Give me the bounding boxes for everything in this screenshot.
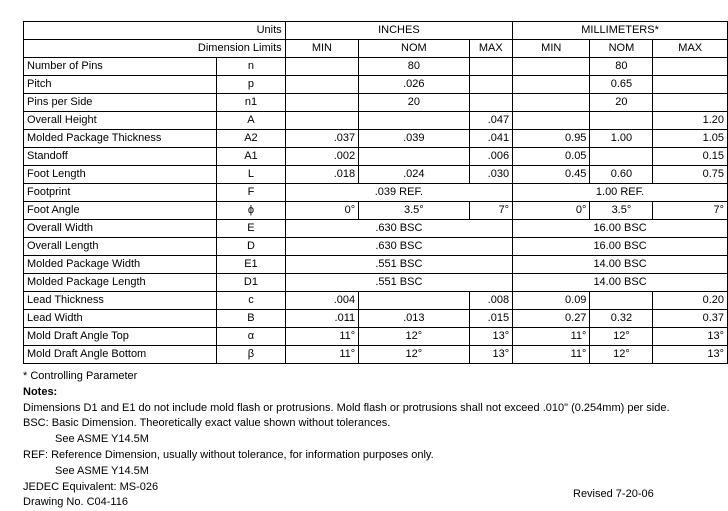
inches-nom: .026 bbox=[359, 76, 469, 94]
mm-max bbox=[653, 94, 728, 112]
header-row-units bbox=[24, 22, 728, 40]
dimension-symbol: ϕ bbox=[217, 202, 285, 220]
mm-value: 1.00 REF. bbox=[513, 184, 728, 202]
mold-flash-note: Dimensions D1 and E1 do not include mold flash or protrusions. Mold flash or protrusions shall not exceed .010" (0.254mm) per side. bbox=[23, 401, 670, 414]
mm-min bbox=[513, 76, 590, 94]
dimension-table bbox=[23, 21, 728, 364]
mm-min bbox=[513, 58, 590, 76]
table-row bbox=[24, 202, 728, 220]
inches-value: .039 REF. bbox=[285, 184, 512, 202]
dimension-symbol: c bbox=[217, 292, 285, 310]
inches-min-header: MIN bbox=[285, 40, 358, 58]
bsc-note: BSC: Basic Dimension. Theoretically exact value shown without tolerances. bbox=[23, 417, 391, 430]
dimension-name: Footprint bbox=[24, 184, 217, 202]
table-row bbox=[24, 346, 728, 364]
jedec-equivalent: JEDEC Equivalent: MS-026 bbox=[23, 480, 159, 493]
inches-min: 11° bbox=[285, 328, 358, 346]
mm-min: 11° bbox=[513, 346, 590, 364]
mm-max-header: MAX bbox=[653, 40, 728, 58]
inches-value: .551 BSC bbox=[285, 256, 512, 274]
inches-nom: .024 bbox=[359, 166, 469, 184]
inches-nom bbox=[359, 148, 469, 166]
header-row-limits bbox=[24, 40, 728, 58]
dimension-name: Overall Length bbox=[24, 238, 217, 256]
mm-nom: 1.00 bbox=[590, 130, 653, 148]
mm-max: 7° bbox=[653, 202, 728, 220]
table-row bbox=[24, 310, 728, 328]
mm-max: 1.05 bbox=[653, 130, 728, 148]
dimension-limits-label: Dimension Limits bbox=[24, 40, 286, 58]
inches-min bbox=[285, 58, 358, 76]
drawing-number: Drawing No. C04-116 bbox=[23, 496, 128, 509]
dimension-symbol: A1 bbox=[217, 148, 285, 166]
controlling-parameter-note: * Controlling Parameter bbox=[23, 370, 138, 382]
mm-nom: 0.32 bbox=[590, 310, 653, 328]
inches-nom bbox=[359, 112, 469, 130]
dimension-symbol: E bbox=[217, 220, 285, 238]
dimension-name: Mold Draft Angle Bottom bbox=[24, 346, 217, 364]
mm-max bbox=[653, 76, 728, 94]
dimension-name: Overall Height bbox=[24, 112, 217, 130]
inches-min: 11° bbox=[285, 346, 358, 364]
dimension-symbol: α bbox=[217, 328, 285, 346]
inches-nom bbox=[359, 292, 469, 310]
inches-max: .015 bbox=[469, 310, 513, 328]
mm-nom bbox=[590, 112, 653, 130]
dimension-name: Overall Width bbox=[24, 220, 217, 238]
units-label: Units bbox=[24, 22, 286, 40]
dimension-symbol: D bbox=[217, 238, 285, 256]
mm-max: 13° bbox=[653, 328, 728, 346]
table-row bbox=[24, 220, 728, 238]
mm-min: 0.27 bbox=[513, 310, 590, 328]
dimension-symbol: D1 bbox=[217, 274, 285, 292]
dimension-symbol: β bbox=[217, 346, 285, 364]
dimension-name: Foot Angle bbox=[24, 202, 217, 220]
mm-min-header: MIN bbox=[513, 40, 590, 58]
mm-min: 0.05 bbox=[513, 148, 590, 166]
dimension-name: Molded Package Width bbox=[24, 256, 217, 274]
dimension-name: Pitch bbox=[24, 76, 217, 94]
inches-max: 13° bbox=[469, 328, 513, 346]
dimension-symbol: F bbox=[217, 184, 285, 202]
mm-min bbox=[513, 112, 590, 130]
inches-value: .630 BSC bbox=[285, 238, 512, 256]
dimension-name: Foot Length bbox=[24, 166, 217, 184]
mm-nom: 80 bbox=[590, 58, 653, 76]
inches-max: 13° bbox=[469, 346, 513, 364]
table-row bbox=[24, 112, 728, 130]
mm-max: 0.15 bbox=[653, 148, 728, 166]
mm-nom: 12° bbox=[590, 346, 653, 364]
table-row bbox=[24, 58, 728, 76]
inches-max: .047 bbox=[469, 112, 513, 130]
mm-min bbox=[513, 94, 590, 112]
dimension-symbol: p bbox=[217, 76, 285, 94]
inches-min: .037 bbox=[285, 130, 358, 148]
inches-nom: .039 bbox=[359, 130, 469, 148]
inches-max: 7° bbox=[469, 202, 513, 220]
inches-nom: 12° bbox=[359, 328, 469, 346]
mm-max: 0.75 bbox=[653, 166, 728, 184]
table-row bbox=[24, 76, 728, 94]
table-row bbox=[24, 166, 728, 184]
table-row bbox=[24, 94, 728, 112]
mm-max bbox=[653, 58, 728, 76]
dimension-symbol: n bbox=[217, 58, 285, 76]
inches-max: .008 bbox=[469, 292, 513, 310]
inches-nom: 12° bbox=[359, 346, 469, 364]
inches-min bbox=[285, 94, 358, 112]
inches-header: INCHES bbox=[285, 22, 512, 40]
mm-max: 0.20 bbox=[653, 292, 728, 310]
dimension-symbol: E1 bbox=[217, 256, 285, 274]
inches-max bbox=[469, 94, 513, 112]
revision-date: Revised 7-20-06 bbox=[573, 488, 654, 500]
table-row bbox=[24, 328, 728, 346]
inches-max: .041 bbox=[469, 130, 513, 148]
inches-max: .006 bbox=[469, 148, 513, 166]
inches-max: .030 bbox=[469, 166, 513, 184]
inches-value: .630 BSC bbox=[285, 220, 512, 238]
mm-nom: 0.65 bbox=[590, 76, 653, 94]
dimension-symbol: A bbox=[217, 112, 285, 130]
dimension-symbol: n1 bbox=[217, 94, 285, 112]
mm-max: 13° bbox=[653, 346, 728, 364]
mm-min: 0.95 bbox=[513, 130, 590, 148]
mm-max: 1.20 bbox=[653, 112, 728, 130]
mm-nom: 0.60 bbox=[590, 166, 653, 184]
inches-min bbox=[285, 112, 358, 130]
inches-min bbox=[285, 76, 358, 94]
inches-min: .011 bbox=[285, 310, 358, 328]
mm-max: 0.37 bbox=[653, 310, 728, 328]
inches-min: .004 bbox=[285, 292, 358, 310]
bsc-reference: See ASME Y14.5M bbox=[55, 433, 149, 446]
mm-nom: 3.5° bbox=[590, 202, 653, 220]
dimension-name: Pins per Side bbox=[24, 94, 217, 112]
mm-min: 11° bbox=[513, 328, 590, 346]
table-row bbox=[24, 130, 728, 148]
mm-nom: 12° bbox=[590, 328, 653, 346]
dimension-name: Lead Thickness bbox=[24, 292, 217, 310]
inches-max-header: MAX bbox=[469, 40, 513, 58]
inches-nom: 20 bbox=[359, 94, 469, 112]
dimension-name: Molded Package Length bbox=[24, 274, 217, 292]
mm-min: 0° bbox=[513, 202, 590, 220]
inches-min: .002 bbox=[285, 148, 358, 166]
dimension-symbol: B bbox=[217, 310, 285, 328]
table-row bbox=[24, 238, 728, 256]
inches-min: .018 bbox=[285, 166, 358, 184]
mm-value: 16.00 BSC bbox=[513, 220, 728, 238]
inches-min: 0° bbox=[285, 202, 358, 220]
mm-min: 0.45 bbox=[513, 166, 590, 184]
notes-title: Notes: bbox=[23, 385, 58, 398]
dimension-symbol: A2 bbox=[217, 130, 285, 148]
dimension-name: Standoff bbox=[24, 148, 217, 166]
inches-nom-header: NOM bbox=[359, 40, 469, 58]
mm-min: 0.09 bbox=[513, 292, 590, 310]
dimension-symbol: L bbox=[217, 166, 285, 184]
inches-max bbox=[469, 76, 513, 94]
mm-value: 14.00 BSC bbox=[513, 256, 728, 274]
table-row bbox=[24, 184, 728, 202]
ref-reference: See ASME Y14.5M bbox=[55, 464, 149, 477]
inches-nom: 3.5° bbox=[359, 202, 469, 220]
dimension-name: Molded Package Thickness bbox=[24, 130, 217, 148]
table-row bbox=[24, 256, 728, 274]
mm-nom bbox=[590, 148, 653, 166]
ref-note: REF: Reference Dimension, usually without tolerance, for information purposes only. bbox=[23, 448, 434, 461]
dimension-name: Number of Pins bbox=[24, 58, 217, 76]
mm-value: 16.00 BSC bbox=[513, 238, 728, 256]
table-row bbox=[24, 274, 728, 292]
inches-max bbox=[469, 58, 513, 76]
mm-nom: 20 bbox=[590, 94, 653, 112]
dimension-name: Lead Width bbox=[24, 310, 217, 328]
mm-nom bbox=[590, 292, 653, 310]
dimension-name: Mold Draft Angle Top bbox=[24, 328, 217, 346]
inches-value: .551 BSC bbox=[285, 274, 512, 292]
mm-value: 14.00 BSC bbox=[513, 274, 728, 292]
inches-nom: .013 bbox=[359, 310, 469, 328]
table-row bbox=[24, 148, 728, 166]
mm-nom-header: NOM bbox=[590, 40, 653, 58]
millimeters-header: MILLIMETERS* bbox=[513, 22, 728, 40]
inches-nom: 80 bbox=[359, 58, 469, 76]
table-row bbox=[24, 292, 728, 310]
